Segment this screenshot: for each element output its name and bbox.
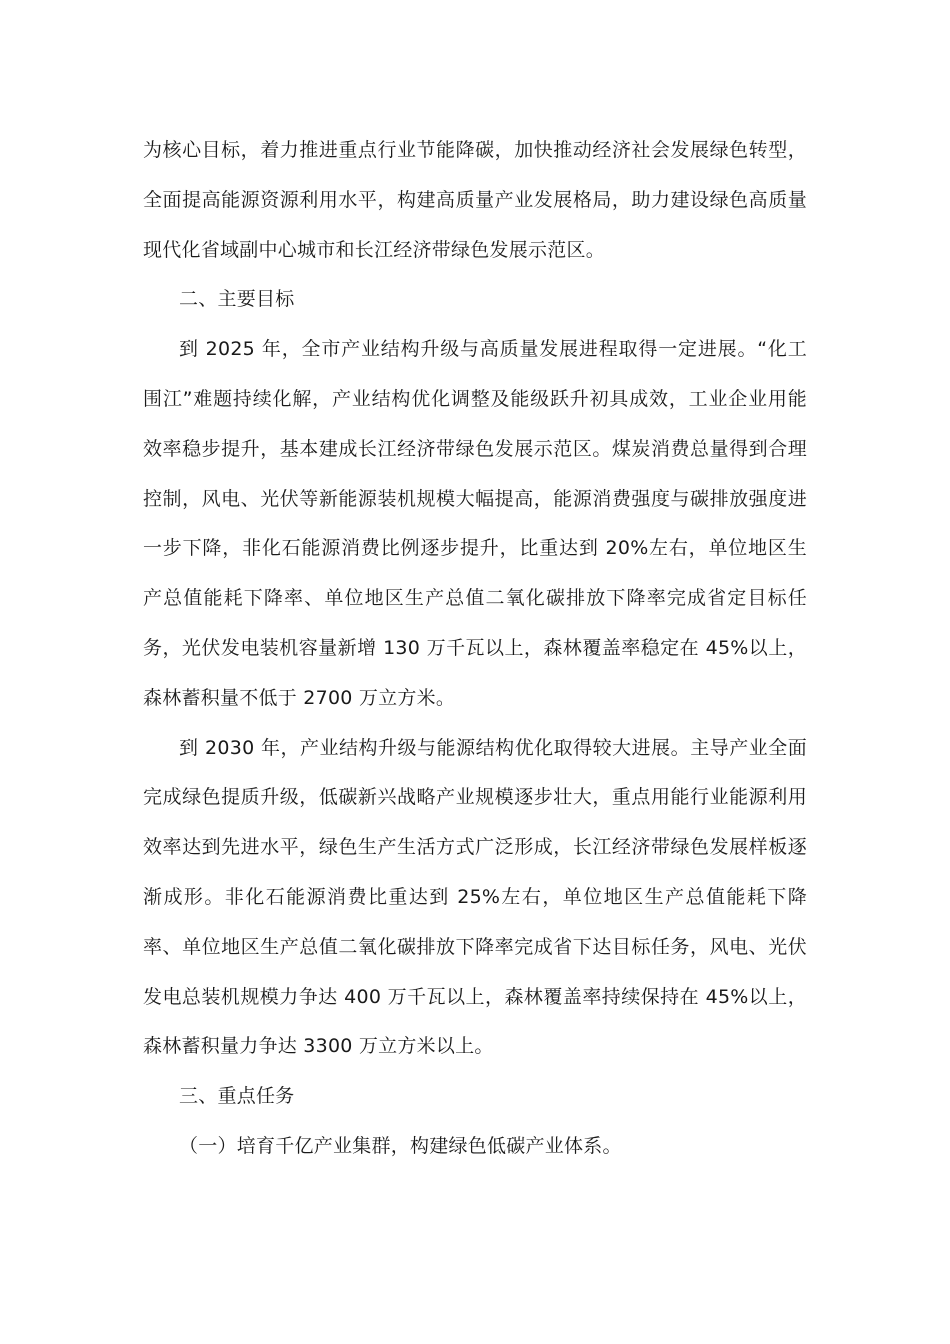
paragraph-goal-2025: 到 2025 年，全市产业结构升级与高质量发展进程取得一定进展。“化工围江”难题持续化解，产业结构优化调整及能级跃升初具成效，工业企业用能效率稳步提升，基本建成长江经济带绿色发展示范区。煤炭消费总量得到合理控制，风电、光伏等新能源装机规模大幅提高，能源消费强度与碳排放强度进一步下降，非化石能源消费比例逐步提升，比重达到 20%左右，单位地区生产总值能耗下降率、单位地区生产总值二氧化碳排放下降率完成省定目标任务，光伏发电装机容量新增 130 万千瓦以上，森林覆盖率稳定在 45%以上，森林蓄积量不低于 2700 万立方米。	[143, 338, 807, 709]
paragraph-intro-continuation: 为核心目标，着力推进重点行业节能降碳，加快推动经济社会发展绿色转型，全面提高能源资源利用水平，构建高质量产业发展格局，助力建设绿色高质量现代化省域副中心城市和长江经济带绿色发展示范区。	[143, 139, 807, 261]
section-heading-main-goals: 二、主要目标	[179, 288, 295, 311]
section-heading-key-tasks: 三、重点任务	[179, 1085, 295, 1108]
document-page	[143, 126, 807, 1172]
subsection-heading-task-1: （一）培育千亿产业集群，构建绿色低碳产业体系。	[179, 1134, 622, 1157]
paragraph-goal-2030: 到 2030 年，产业结构升级与能源结构优化取得较大进展。主导产业全面完成绿色提质升级，低碳新兴战略产业规模逐步壮大，重点用能行业能源利用效率达到先进水平，绿色生产生活方式广泛形成，长江经济带绿色发展样板逐渐成形。非化石能源消费比重达到 25%左右，单位地区生产总值能耗下降率、单位地区生产总值二氧化碳排放下降率完成省下达目标任务，风电、光伏发电总装机规模力争达 400 万千瓦以上，森林覆盖率持续保持在 45%以上，森林蓄积量力争达 3300 万立方米以上。	[143, 736, 807, 1058]
